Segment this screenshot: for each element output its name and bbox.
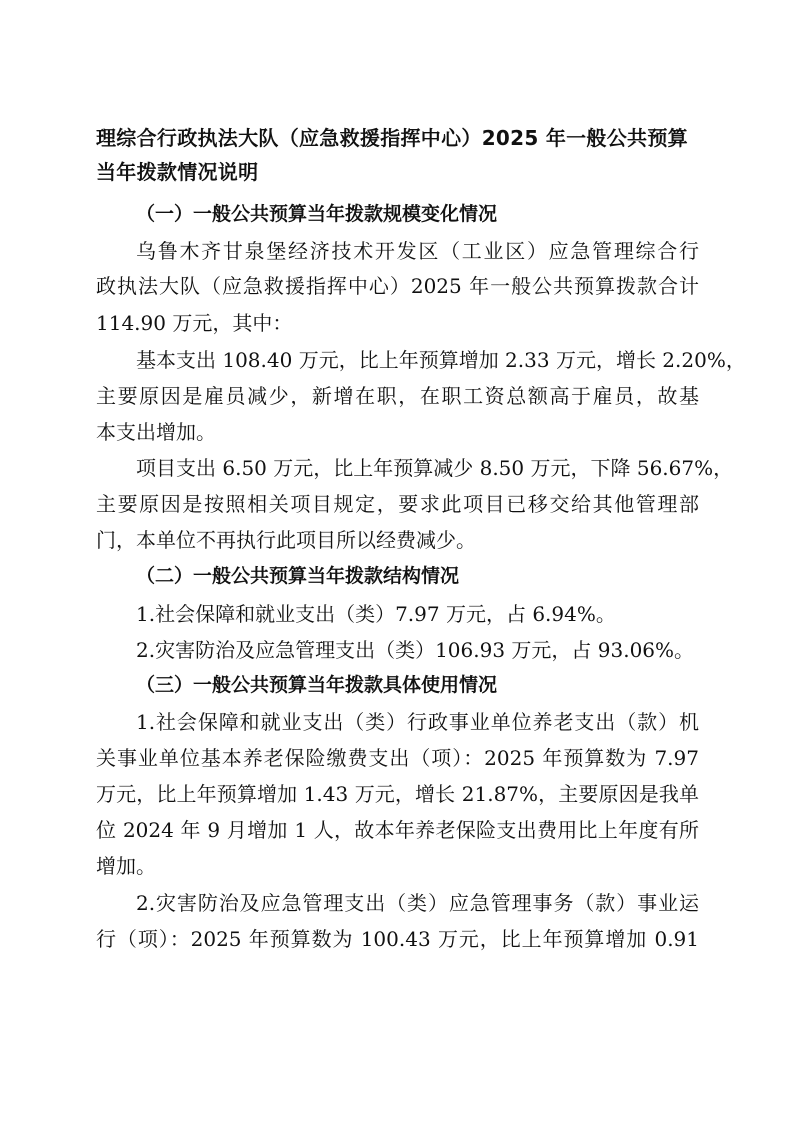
document-title-line-2: 当年拨款情况说明: [96, 160, 259, 184]
paragraph-line: 门，本单位不再执行此项目所以经费减少。: [96, 528, 476, 552]
paragraph-line: 主要原因是雇员减少，新增在职，在职工资总额高于雇员，故基: [96, 384, 699, 408]
paragraph-line: 114.90 万元，其中：: [96, 311, 293, 335]
document-title-line-1: 理综合行政执法大队（应急救援指挥中心）2025 年一般公共预算: [96, 126, 688, 150]
paragraph-line: 基本支出 108.40 万元，比上年预算增加 2.33 万元，增长 2.20%，: [136, 348, 746, 372]
paragraph-line: 万元，比上年预算增加 1.43 万元，增长 21.87%，主要原因是我单: [96, 782, 699, 806]
paragraph-line: 本支出增加。: [96, 420, 216, 444]
section-3-heading: （三）一般公共预算当年拨款具体使用情况: [136, 674, 498, 696]
paragraph-line: 项目支出 6.50 万元，比上年预算减少 8.50 万元，下降 56.67%，: [136, 456, 734, 480]
paragraph-line: 位 2024 年 9 月增加 1 人，故本年养老保险支出费用比上年度有所: [96, 818, 699, 842]
paragraph-line: 增加。: [96, 854, 156, 878]
paragraph-line: 1.社会保障和就业支出（类）行政事业单位养老支出（款）机: [136, 710, 699, 734]
paragraph-line: 乌鲁木齐甘泉堡经济技术开发区（工业区）应急管理综合行: [136, 239, 699, 263]
paragraph-line: 1.社会保障和就业支出（类）7.97 万元，占 6.94%。: [136, 602, 616, 626]
paragraph-line: 政执法大队（应急救援指挥中心）2025 年一般公共预算拨款合计: [96, 274, 699, 298]
paragraph-line: 行（项）：2025 年预算数为 100.43 万元，比上年预算增加 0.91: [96, 927, 699, 951]
section-1-heading: （一）一般公共预算当年拨款规模变化情况: [136, 203, 498, 225]
paragraph-line: 2.灾害防治及应急管理支出（类）106.93 万元，占 93.06%。: [136, 638, 695, 662]
section-2-heading: （二）一般公共预算当年拨款结构情况: [136, 565, 460, 587]
paragraph-line: 关事业单位基本养老保险缴费支出（项）：2025 年预算数为 7.97: [96, 746, 699, 770]
paragraph-line: 主要原因是按照相关项目规定，要求此项目已移交给其他管理部: [96, 492, 699, 516]
paragraph-line: 2.灾害防治及应急管理支出（类）应急管理事务（款）事业运: [136, 891, 699, 915]
